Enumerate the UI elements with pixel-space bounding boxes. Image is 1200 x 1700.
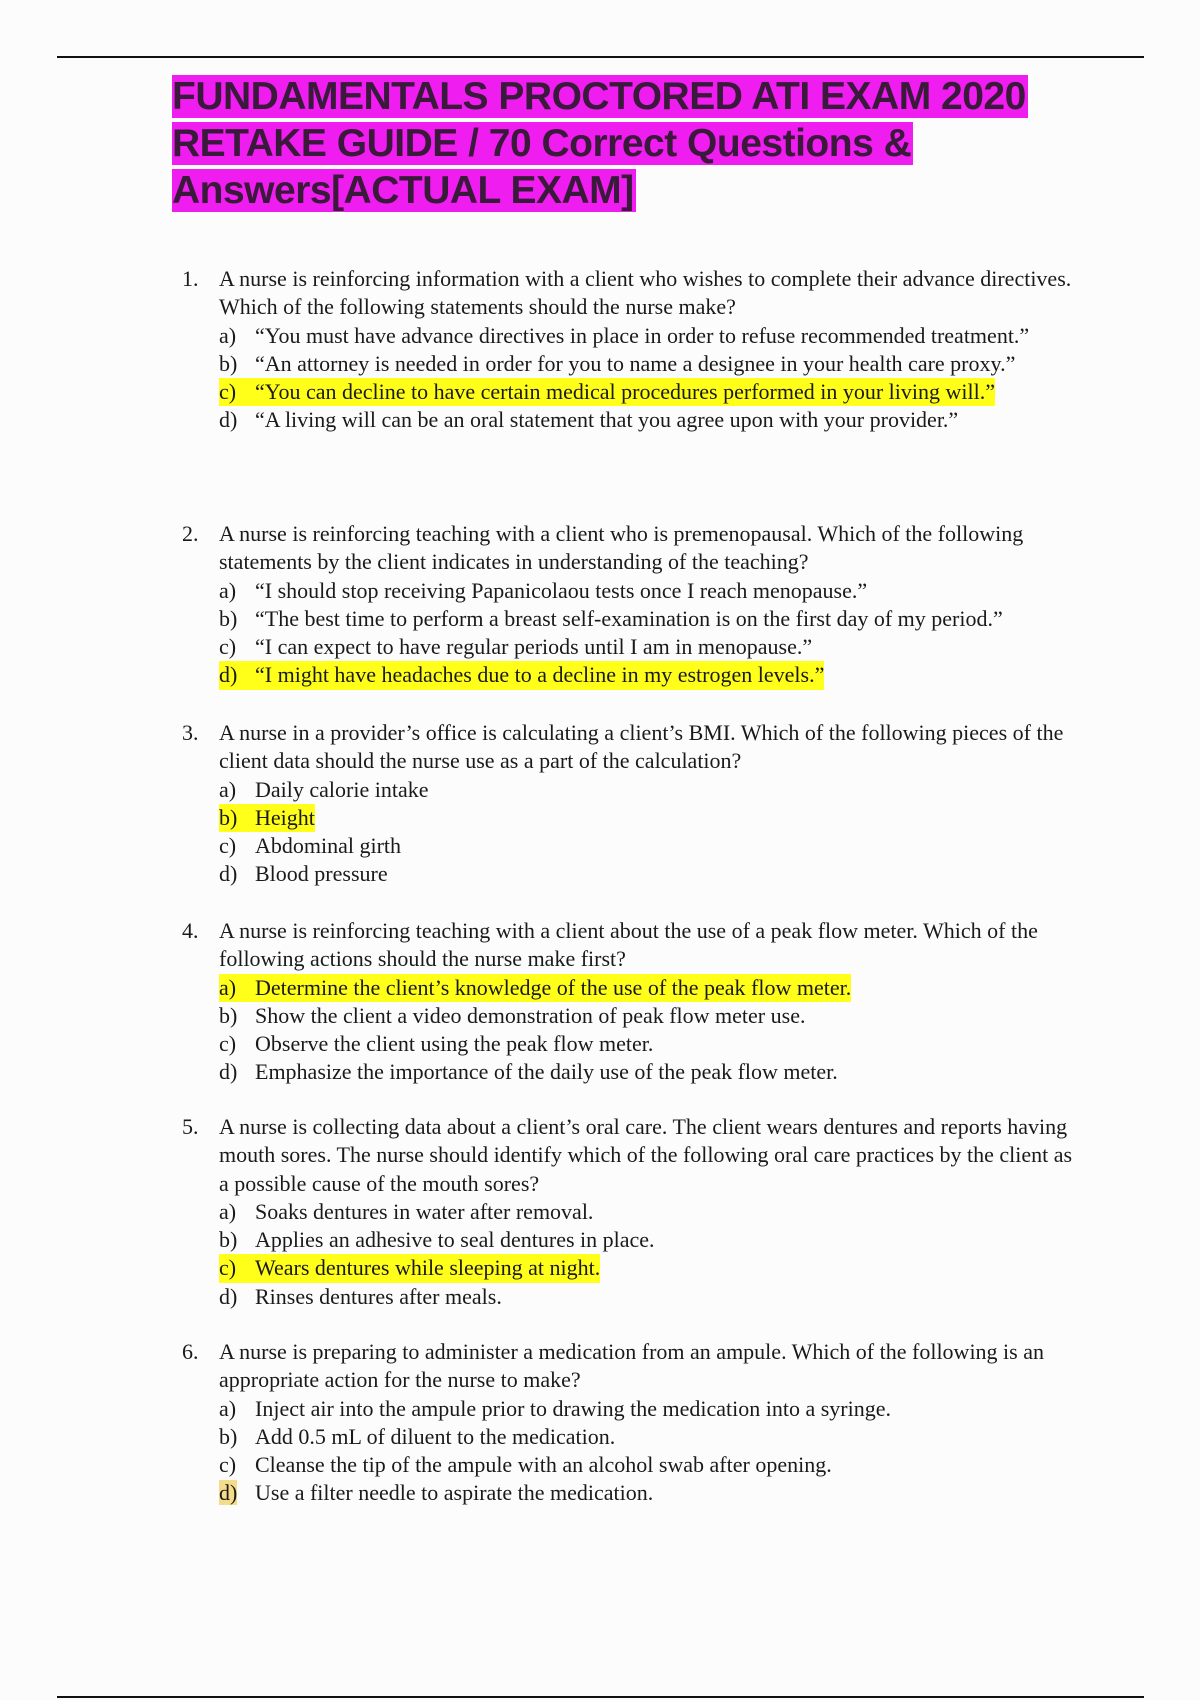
question-number: 3.: [182, 720, 199, 745]
option-letter-text: d): [219, 407, 238, 433]
option-letter-text: d): [219, 1480, 238, 1506]
option-text: “The best time to perform a breast self-examination is on the first day of my period.”: [255, 605, 1003, 631]
answer-option-correct: [219, 1254, 600, 1282]
option-letter-text: b): [219, 1002, 238, 1028]
option-letter: [219, 1423, 255, 1451]
option-letter-text: a): [219, 1395, 237, 1421]
option-letter-text: c): [219, 379, 237, 405]
option-text: Add 0.5 mL of diluent to the medication.: [255, 1423, 616, 1449]
option-letter: [219, 350, 255, 378]
option-letter: [219, 974, 255, 1002]
question-text: A nurse is reinforcing information with a client who wishes to complete their advance directives. Which of the following statements should the nurse make?: [219, 266, 1072, 320]
option-text: Determine the client’s knowledge of the use of the peak flow meter.: [255, 974, 851, 1002]
question-text: A nurse in a provider’s office is calculating a client’s BMI. Which of the following pieces of the client data should the nurse use as a part of the calculation?: [219, 720, 1064, 774]
option-letter-text: b): [219, 1423, 238, 1449]
question-number: 1.: [182, 266, 199, 291]
option-letter: [219, 406, 255, 434]
answer-option: [219, 406, 1082, 434]
option-text: Cleanse the tip of the ampule with an alcohol swab after opening.: [255, 1452, 832, 1478]
question-text: A nurse is reinforcing teaching with a client about the use of a peak flow meter. Which of the following actions should the nurse make first?: [219, 918, 1038, 972]
option-letter: [219, 1254, 255, 1282]
question-2: [182, 520, 1082, 690]
question-text: A nurse is reinforcing teaching with a client who is premenopausal. Which of the following statements by the client indicates in understanding of the teaching?: [219, 521, 1024, 575]
option-letter: [219, 1030, 255, 1058]
option-letter-text: b): [219, 1227, 238, 1253]
option-text: “An attorney is needed in order for you to name a designee in your health care proxy.”: [255, 350, 1016, 376]
option-letter-text: a): [219, 776, 237, 802]
question-3: [182, 719, 1082, 889]
answer-option: [219, 1226, 1082, 1254]
answer-option: [219, 605, 1082, 633]
answer-option: [219, 350, 1082, 378]
option-text: Applies an adhesive to seal dentures in place.: [255, 1227, 655, 1253]
document-title: FUNDAMENTALS PROCTORED ATI EXAM 2020 RETAKE GUIDE / 70 Correct Questions & Answers[ACTUAL EXAM]: [172, 75, 1026, 212]
option-text: Rinses dentures after meals.: [255, 1283, 502, 1309]
option-text: Blood pressure: [255, 861, 388, 887]
question-number: 2.: [182, 521, 199, 546]
answer-option: [219, 633, 1082, 661]
option-letter-text: d): [219, 662, 238, 688]
option-text: “I might have headaches due to a decline in my estrogen levels.”: [255, 661, 824, 689]
answer-option: [219, 1030, 1082, 1058]
answer-option: [219, 1423, 1082, 1451]
option-letter: [219, 633, 255, 661]
answer-option: [219, 322, 1082, 350]
option-text: Wears dentures while sleeping at night.: [255, 1254, 600, 1282]
option-letter-text: d): [219, 861, 238, 887]
option-text: Abdominal girth: [255, 833, 402, 859]
answer-option: [219, 1002, 1082, 1030]
answer-option: [219, 577, 1082, 605]
option-letter-text: b): [219, 605, 238, 631]
option-letter: [219, 322, 255, 350]
option-text: Observe the client using the peak flow meter.: [255, 1031, 654, 1057]
answer-option-correct: [219, 1479, 1082, 1507]
answer-option: [219, 1451, 1082, 1479]
option-letter: [219, 776, 255, 804]
answer-option: [219, 776, 1082, 804]
option-letter: [219, 860, 255, 888]
option-letter-text: a): [219, 577, 237, 603]
question-number: 5.: [182, 1114, 199, 1139]
option-letter: [219, 1479, 255, 1507]
option-letter: [219, 378, 255, 406]
option-letter: [219, 661, 255, 689]
option-text: “You can decline to have certain medical procedures performed in your living will.”: [255, 378, 995, 406]
option-letter-text: a): [219, 322, 237, 348]
answer-option: [219, 1283, 1082, 1311]
answer-option-correct: [219, 974, 851, 1002]
option-letter-text: b): [219, 804, 238, 830]
option-letter-text: c): [219, 833, 237, 859]
option-letter-text: c): [219, 634, 237, 660]
answer-option: [219, 832, 1082, 860]
question-number: 4.: [182, 918, 199, 943]
option-letter-text: d): [219, 1059, 238, 1085]
answer-option: [219, 1395, 1082, 1423]
top-rule: [57, 56, 1144, 58]
answer-option: [219, 1198, 1082, 1226]
option-letter-text: a): [219, 974, 237, 1000]
question-text: A nurse is collecting data about a client’s oral care. The client wears dentures and reports having mouth sores. The nurse should identify which of the following oral care practices by the client as a possible cause of the mouth sores?: [219, 1114, 1073, 1196]
option-text: Inject air into the ampule prior to drawing the medication into a syringe.: [255, 1395, 891, 1421]
option-text: Height: [255, 804, 315, 832]
question-5: [182, 1113, 1082, 1311]
answer-option: [219, 860, 1082, 888]
question-number: 6.: [182, 1339, 199, 1364]
option-letter: [219, 1283, 255, 1311]
option-text: Emphasize the importance of the daily use of the peak flow meter.: [255, 1059, 838, 1085]
option-letter: [219, 804, 255, 832]
option-text: “You must have advance directives in place in order to refuse recommended treatment.”: [255, 322, 1030, 348]
option-text: “I should stop receiving Papanicolaou tests once I reach menopause.”: [255, 577, 868, 603]
option-letter: [219, 1451, 255, 1479]
option-text: “A living will can be an oral statement that you agree upon with your provider.”: [255, 407, 959, 433]
option-letter: [219, 832, 255, 860]
option-letter: [219, 1395, 255, 1423]
answer-option-correct: [219, 661, 824, 689]
option-letter: [219, 1226, 255, 1254]
option-text: Soaks dentures in water after removal.: [255, 1198, 594, 1224]
option-letter-text: c): [219, 1452, 237, 1478]
option-text: Daily calorie intake: [255, 776, 429, 802]
answer-option: [219, 1058, 1082, 1086]
answer-option-correct: [219, 804, 315, 832]
option-letter-text: d): [219, 1283, 238, 1309]
bottom-rule: [57, 1696, 1144, 1698]
question-6: [182, 1338, 1082, 1508]
option-letter-text: b): [219, 350, 238, 376]
question-1: [182, 265, 1082, 435]
option-letter: [219, 577, 255, 605]
option-letter: [219, 605, 255, 633]
question-text: A nurse is preparing to administer a medication from an ampule. Which of the following is an appropriate action for the nurse to make?: [219, 1339, 1044, 1393]
option-letter: [219, 1198, 255, 1226]
option-letter: [219, 1002, 255, 1030]
answer-option-correct: [219, 378, 995, 406]
option-letter: [219, 1058, 255, 1086]
option-letter-text: c): [219, 1255, 237, 1281]
option-text: “I can expect to have regular periods until I am in menopause.”: [255, 634, 813, 660]
option-letter-text: a): [219, 1198, 237, 1224]
question-4: [182, 917, 1082, 1087]
option-letter-text: c): [219, 1031, 237, 1057]
option-text: Use a filter needle to aspirate the medication.: [255, 1480, 654, 1506]
option-text: Show the client a video demonstration of peak flow meter use.: [255, 1002, 806, 1028]
